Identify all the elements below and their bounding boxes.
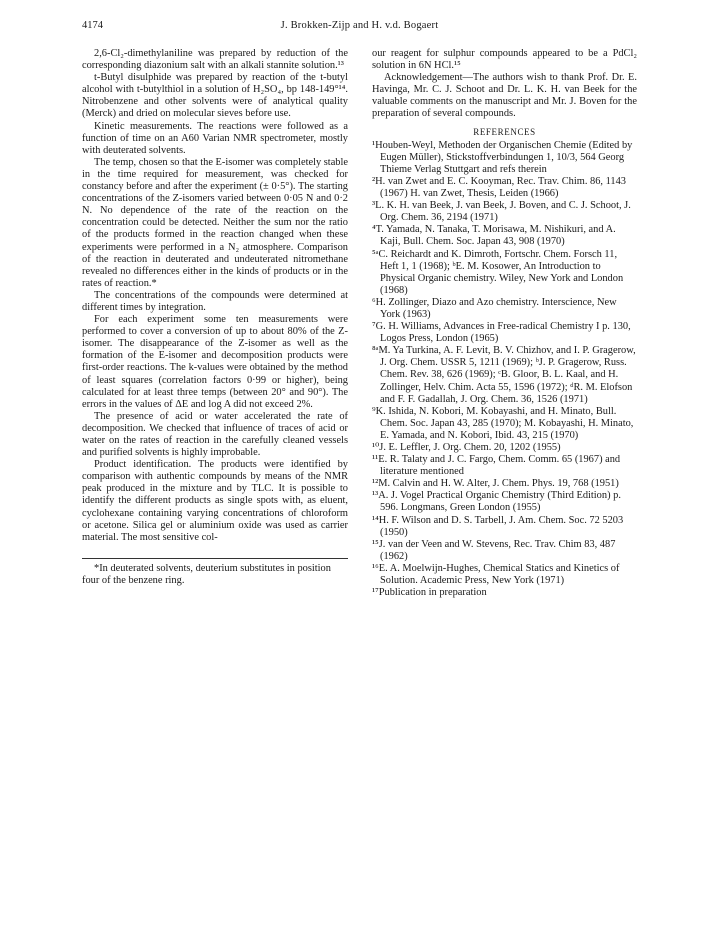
paragraph-kinetic-measurements: Kinetic measurements. The reactions were followed as a function of time on an A60 Varian NMR spectrometer, mostly with deuterated solvents. xyxy=(82,120,348,156)
reference-item: ¹⁷Publication in preparation xyxy=(372,587,487,599)
reference-item: ¹⁰J. E. Leffler, J. Org. Chem. 20, 1202 (1955) xyxy=(372,442,561,453)
reference-item: ¹⁵J. van der Veen and W. Stevens, Rec. Trav. Chim 83, 487 (1962) xyxy=(372,538,616,562)
paragraph-butyl-disulphide: t-Butyl disulphide was prepared by reaction of the t-butyl alcohol with t-butylthiol in a solution of H₂SO₄, bp 148-149°¹⁴. Nitrobenzene and other solvents were of analytical quality (Merck) and dried on molecular sieves before use. xyxy=(82,72,348,120)
reference-item: ¹²M. Calvin and H. W. Alter, J. Chem. Phys. 19, 768 (1951) xyxy=(372,478,619,490)
footnote: *In deuterated solvents, deuterium substitutes in position four of the benzene ring. xyxy=(82,562,331,586)
acknowledgement: Acknowledgement—The authors wish to thank Prof. Dr. E. Havinga, Mr. C. J. Schoot and Dr. L. K. H. van Beek for the valuable comments on the manuscript and Mr. J. Boven for the preparation of several compounds. xyxy=(372,72,637,120)
reference-item: ⁴T. Yamada, N. Tanaka, T. Morisawa, M. Nishikuri, and A. Kaji, Bull. Chem. Soc. Japan 43, 908 (1970) xyxy=(372,224,616,248)
reference-item: ¹⁴H. F. Wilson and D. S. Tarbell, J. Am. Chem. Soc. 72 5203 (1950) xyxy=(372,514,624,538)
reference-item: ¹¹E. R. Talaty and J. C. Fargo, Chem. Comm. 65 (1967) and literature mentioned xyxy=(372,454,621,478)
page-number: 4174 xyxy=(82,20,103,31)
paragraph-temperature: The temp, chosen so that the E-isomer was completely stable in the time required for measurement, was checked for constancy before and after the experiment (± 0·5°). The starting concentrations of the Z-isomers varied between 0·05 N and 0·2 N. No dependence of the rate of the reaction on the concentration could be detected. Neither the sum nor the ratio of the products formed in the reaction changed when these experiments were performed in a N₂ atmosphere. Comparison of the reaction in deuterated and undeuterated nitromethane revealed no differences either in the kinds of products or in the rates of reaction.* xyxy=(82,156,348,289)
references-heading: REFERENCES xyxy=(473,126,536,137)
paragraph-acid-water: The presence of acid or water accelerated the rate of decomposition. We checked that influence of traces of acid or water on the rates of reaction in the carefully cleaned vessels and purified solvents is highly improbable. xyxy=(82,410,348,459)
running-title: J. Brokken-Zijp and H. v.d. Bogaert xyxy=(280,20,439,31)
reference-item: ¹³A. J. Vogel Practical Organic Chemistry (Third Edition) p. 596. Longmans, Green London (1955) xyxy=(372,490,621,514)
reference-item: ¹Houben-Weyl, Methoden der Organischen Chemie (Edited by Eugen Müller), Stickstoffverbindungen 1, 10/3, 564 Georg Thieme Verlag Stuttgart and refs therein xyxy=(372,139,633,175)
page-header xyxy=(82,20,637,36)
paragraph-concentrations: The concentrations of the compounds were determined at different times by integration. xyxy=(82,289,348,313)
paragraph-dimethylaniline: 2,6-Cl₂-dimethylaniline was prepared by reduction of the corresponding diazonium salt with an alkali stannite solution.¹³ xyxy=(82,48,348,72)
right-column xyxy=(372,48,637,599)
reference-item: ⁶H. Zollinger, Diazo and Azo chemistry. Interscience, New York (1963) xyxy=(372,296,617,320)
paragraph-reagent: our reagent for sulphur compounds appeared to be a PdCl₂ solution in 6N HCl.¹⁵ xyxy=(372,48,637,72)
reference-item: ⁵ᵃC. Reichardt and K. Dimroth, Fortschr. Chem. Forsch 11, Heft 1, 1 (1968); ᵇE. M. Kosower, An Introduction to Physical Organic chemistry. Wiley, New York and London (1968) xyxy=(372,248,624,296)
reference-item: ⁸ᵃM. Ya Turkina, A. F. Levit, B. V. Chizhov, and I. P. Gragerow, J. Org. Chem. USSR 5, 1211 (1969); ᵇJ. P. Gragerow, Russ. Chem. Rev. 38, 626 (1969); ᶜB. Gloor, B. L. Kaal, and H. Zollinger, Helv. Chim. Acta 55, 1596 (1972); ᵈR. M. Elofson and F. F. Gadallah, J. Org. Chem. 36, 1526 (1971) xyxy=(372,345,636,405)
left-column xyxy=(82,48,348,587)
reference-item: ¹⁶E. A. Moelwijn-Hughes, Chemical Statics and Kinetics of Solution. Academic Press, New York (1971) xyxy=(372,562,620,587)
reference-item: ⁹K. Ishida, N. Kobori, M. Kobayashi, and H. Minato, Bull. Chem. Soc. Japan 43, 285 (1970); M. Kobayashi, H. Minato, E. Yamada, and N. Kobori, Ibid. 43, 215 (1970) xyxy=(372,405,634,441)
paragraph-product-identification: Product identification. The products were identified by comparison with authentic compounds by means of the NMR peak produced in the mixture and by TLC. It is possible to identify the different products as single spots with, as eluent, cyclohexane containing varying concentrations of chloroform or acetone. Silica gel or aluminium oxide was used as carrier material. The most sensitive col- xyxy=(82,459,348,543)
reference-item: ⁷G. H. Williams, Advances in Free-radical Chemistry I p. 130, Logos Press, London (1965) xyxy=(372,321,631,345)
reference-item: ³L. K. H. van Beek, J. van Beek, J. Boven, and C. J. Schoot, J. Org. Chem. 36, 2194 (1971) xyxy=(372,200,631,224)
reference-item: ²H. van Zwet and E. C. Kooyman, Rec. Trav. Chim. 86, 1143 (1967) H. van Zwet, Thesis, Leiden (1966) xyxy=(372,175,627,200)
paragraph-experiment: For each experiment some ten measurements were performed to cover a conversion of up to about 80% of the Z-isomer. The disappearance of the Z-isomer as well as the formation of the E-isomer and decomposition products were first-order reactions. The k-values were obtained by the method of least squares (correlation factors 0·99 or higher), being calculated for at least three temps (between 20° and 90°). The errors in the values of ΔE and log A did not exceed 2%. xyxy=(82,314,348,410)
reference-list xyxy=(372,140,637,600)
footnote-divider xyxy=(82,558,348,559)
